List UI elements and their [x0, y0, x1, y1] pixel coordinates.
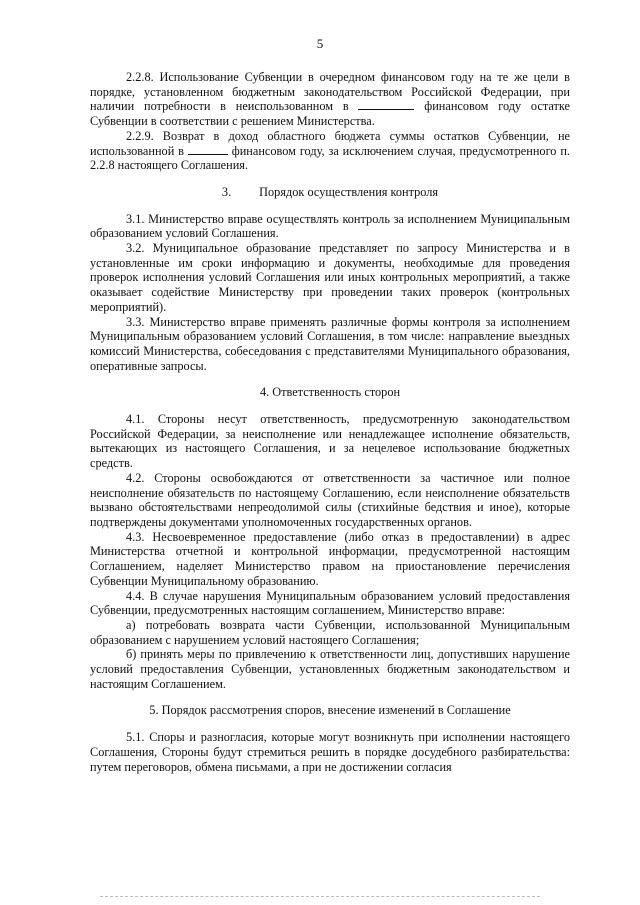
paragraph-5-1: 5.1. Споры и разногласия, которые могут возникнуть при исполнении настоящего Соглашения, Стороны будут стремиться решить в порядке досудебного разбирательства: путем переговоров, обмена письмами, а при не достижении согласия	[90, 730, 570, 774]
document-body	[90, 70, 570, 774]
page-number: 5	[316, 36, 324, 51]
paragraph-4-3: 4.3. Несвоевременное предоставление (либо отказ в предоставлении) в адрес Министерства отчетной и контрольной информации, предусмотренной настоящим Соглашением, наделяет Министерство правом на приостановление перечисления Субвенции Муниципальному образованию.	[90, 529, 570, 588]
section-3-number: 3.	[221, 184, 232, 199]
paragraph-4-2: 4.2. Стороны освобождаются от ответственности за частичное или полное неисполнение обязательств по настоящему Соглашению, если неисполнение обязательств вызвано обстоятельствами непреодолимой силы (стихийные бедствия и иное), которые подтверждены документами уполномоченных государственных органов.	[90, 470, 570, 529]
paragraph-3-2: 3.2. Муниципальное образование представляет по запросу Министерства и в установленные им сроки информацию и документы, необходимые для проведения проверок исполнения условий Соглашения или иных контрольных мероприятий, а также оказывает содействие Министерству при проведении таких проверок (контрольных мероприятий).	[90, 241, 570, 314]
paragraph-4-4-a: а) потребовать возврата части Субвенции, использованной Муниципальным образованием с нарушением условий настоящего Соглашения;	[90, 617, 570, 647]
paragraph-3-1: 3.1. Министерство вправе осуществлять контроль за исполнением Муниципальным образованием условий Соглашения.	[90, 211, 570, 241]
footer-divider	[100, 896, 540, 897]
paragraph-2-2-8-text-b: финансовом году остатке Субвенции в соответствии с решением Министерства.	[90, 99, 571, 129]
paragraph-4-1: 4.1. Стороны несут ответственность, предусмотренную законодательством Российской Федерации, за неисполнение или ненадлежащее исполнение обязательств, вытекающих из настоящего Соглашения, и за нецелевое использование бюджетных средств.	[90, 412, 570, 471]
paragraph-4-4-b: б) принять меры по привлечению к ответственности лиц, допустивших нарушение условий предоставления Субвенции, установленных бюджетным законодательством и настоящим Соглашением.	[90, 647, 570, 691]
paragraph-2-2-9-text-b: финансовом году, за исключением случая, предусмотренного п. 2.2.8 настоящего Соглашения.	[90, 143, 570, 173]
section-3-title: Порядок осуществления контроля	[259, 184, 439, 199]
paragraph-2-2-8-text-a: 2.2.8. Использование Субвенции в очередном финансовом году на те же цели в порядке, установленном бюджетным законодательством Российской Федерации, при наличии потребности в неиспользованном в	[90, 70, 570, 114]
section-4-heading: 4. Ответственность сторон	[259, 385, 401, 400]
paragraph-3-3: 3.3. Министерство вправе применять различные формы контроля за исполнением Муниципальным образованием условий Соглашения, в том числе: направление выездных комиссий Министерства, собеседования с представителями Муниципального образования, оперативные запросы.	[90, 314, 570, 373]
blank-line-year	[358, 109, 414, 110]
section-5-heading: 5. Порядок рассмотрения споров, внесение изменений в Соглашение	[149, 703, 511, 718]
paragraph-2-2-9-text-a: 2.2.9. Возврат в доход областного бюджета суммы остатков Субвенции, не использованной в	[90, 128, 570, 158]
paragraph-2-2-9	[90, 129, 570, 173]
paragraph-4-4: 4.4. В случае нарушения Муниципальным образованием условий предоставления Субвенции, предусмотренных настоящим соглашением, Министерство вправе:	[90, 588, 570, 618]
paragraph-2-2-8	[90, 70, 570, 129]
blank-line-year	[188, 154, 228, 155]
section-3-heading	[90, 185, 570, 200]
